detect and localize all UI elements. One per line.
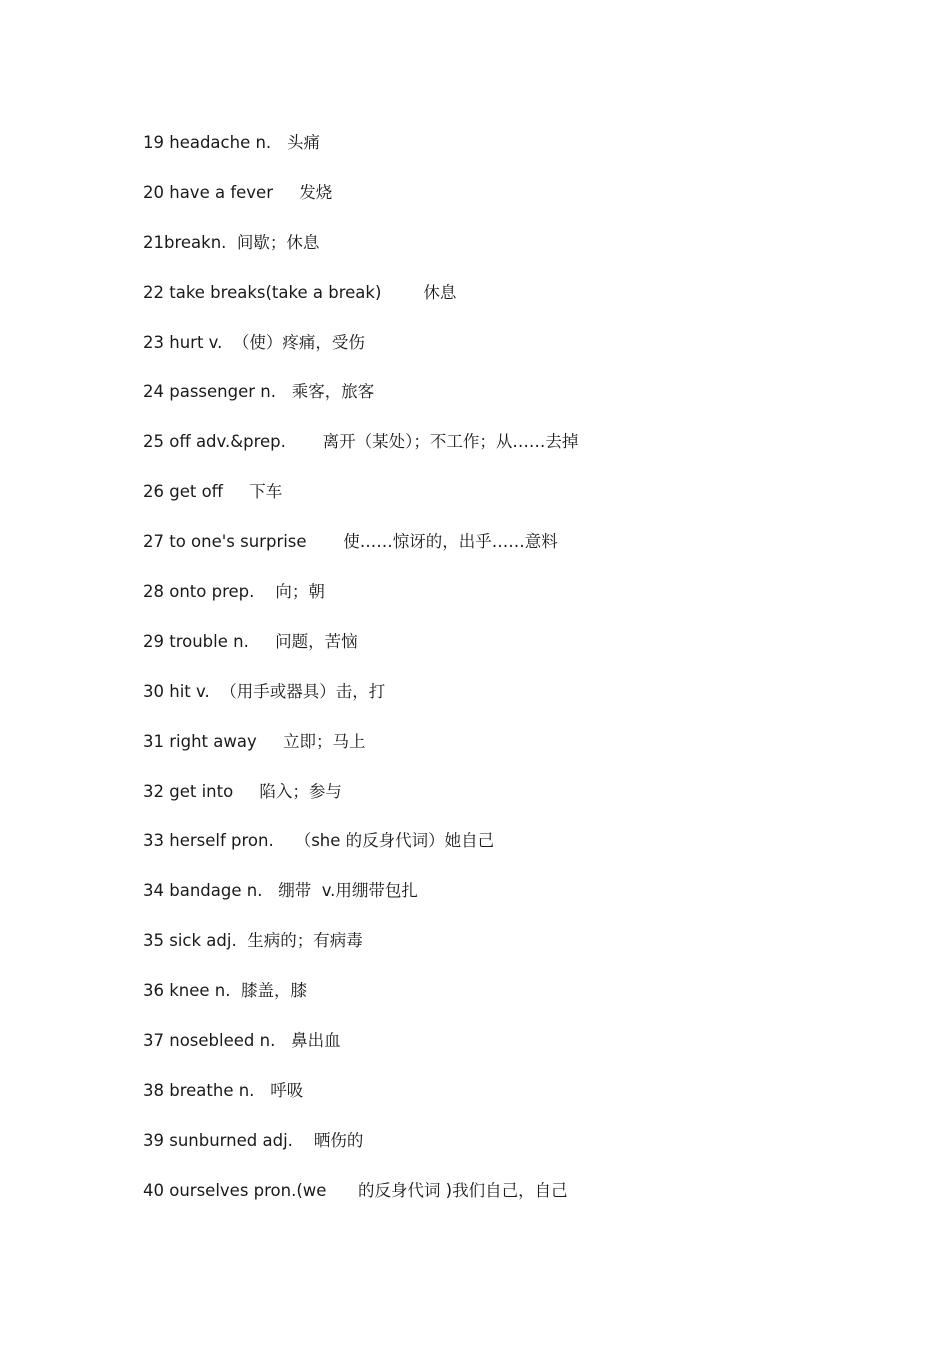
vocab-gap (262, 881, 278, 900)
vocab-meaning: 问题，苦恼 (275, 631, 358, 651)
vocab-meaning: （用手或器具）击，打 (220, 681, 386, 701)
vocab-entry (143, 529, 578, 579)
vocab-gap (275, 1031, 291, 1050)
vocab-gap (222, 333, 233, 352)
vocab-term: 31 right away (143, 731, 257, 751)
vocab-gap (326, 1181, 357, 1200)
vocab-meaning: 离开（某处）；不工作；从……去掉 (322, 432, 579, 452)
vocab-meaning: 立即；马上 (282, 731, 366, 751)
vocab-gap (293, 1131, 314, 1150)
vocab-gap (249, 632, 275, 651)
vocab-gap (257, 732, 283, 751)
vocab-term: 33 herself pron. (143, 831, 274, 851)
vocab-entry (143, 180, 578, 230)
vocab-meaning: 向；朝 (275, 582, 325, 602)
vocab-meaning: 发烧 (299, 182, 333, 202)
vocab-term: 21breakn. (143, 232, 227, 252)
vocab-term: 32 get into (143, 781, 234, 801)
vocab-gap (231, 981, 242, 1000)
vocab-gap (276, 382, 292, 401)
vocab-gap (233, 782, 259, 801)
vocab-term: 35 sick adj. (143, 931, 237, 951)
vocab-term: 34 bandage n. (143, 881, 263, 901)
vocab-gap (273, 183, 299, 202)
vocab-term: 37 nosebleed n. (143, 1031, 276, 1051)
vocab-meaning: 呼吸 (270, 1080, 304, 1100)
vocab-meaning: 晒伤的 (313, 1130, 364, 1150)
vocab-entry (143, 479, 578, 529)
vocab-entry (143, 1028, 578, 1078)
vocab-term: 26 get off (143, 482, 224, 502)
vocab-term: 27 to one's surprise (143, 532, 307, 552)
vocab-gap (271, 133, 287, 152)
vocab-term: 22 take breaks(take a break) (143, 282, 382, 302)
vocab-meaning: 乘客，旅客 (291, 382, 375, 402)
vocab-term: 28 onto prep. (143, 582, 255, 602)
vocab-term: 40 ourselves pron.(we (143, 1180, 327, 1200)
vocab-entry (143, 280, 578, 330)
vocab-entry (143, 230, 578, 280)
vocab-meaning: 生病的；有病毒 (247, 931, 363, 951)
vocab-entry (143, 629, 578, 679)
vocab-entry (143, 130, 578, 180)
vocab-meaning: 头痛 (286, 133, 320, 152)
vocab-meaning: 膝盖，膝 (241, 981, 308, 1001)
vocab-gap (210, 682, 221, 701)
vocab-meaning: 休息 (423, 282, 457, 302)
vocab-meaning: （she 的反身代词）她自己 (294, 831, 495, 851)
vocab-entry (143, 978, 578, 1028)
vocab-meaning: 间歇；休息 (236, 232, 320, 252)
vocab-entry (143, 878, 578, 928)
vocab-entry (143, 579, 578, 629)
vocab-term: 25 off adv.&prep. (143, 432, 286, 452)
vocab-gap (254, 1081, 270, 1100)
vocab-meaning: （使）疼痛，受伤 (232, 332, 365, 352)
vocab-term: 36 knee n. (143, 981, 231, 1001)
vocab-meaning: 使……惊讶的，出乎……意料 (343, 532, 558, 552)
vocab-term: 19 headache n. (143, 133, 272, 152)
vocab-entry (143, 729, 578, 779)
vocab-entry (143, 429, 578, 479)
vocab-gap (254, 582, 275, 601)
vocabulary-list (143, 130, 578, 1228)
vocab-entry (143, 330, 578, 380)
vocab-entry (143, 379, 578, 429)
vocab-term: 39 sunburned adj. (143, 1130, 293, 1150)
vocab-meaning: 陷入；参与 (259, 781, 342, 801)
vocab-gap (226, 233, 237, 252)
vocab-term: 23 hurt v. (143, 332, 223, 352)
vocab-term: 29 trouble n. (143, 631, 249, 651)
vocab-gap (307, 532, 344, 551)
vocab-entry (143, 679, 578, 729)
vocab-meaning: 绷带 v.用绷带包扎 (278, 881, 418, 901)
vocab-gap (381, 283, 423, 302)
vocab-term: 38 breathe n. (143, 1080, 255, 1100)
vocab-entry (143, 928, 578, 978)
vocab-entry (143, 779, 578, 829)
vocab-meaning: 的反身代词 )我们自己，自己 (357, 1180, 568, 1200)
vocab-term: 24 passenger n. (143, 382, 276, 402)
vocab-gap (223, 482, 249, 501)
vocab-entry (143, 1128, 578, 1178)
vocab-meaning: 鼻出血 (291, 1031, 341, 1051)
vocab-term: 30 hit v. (143, 681, 210, 701)
vocab-entry (143, 828, 578, 878)
vocab-entry (143, 1078, 578, 1128)
vocab-term: 20 have a fever (143, 182, 273, 202)
vocab-gap (286, 432, 323, 451)
vocab-gap (237, 931, 248, 950)
vocab-entry (143, 1178, 578, 1228)
vocab-meaning: 下车 (249, 482, 283, 502)
vocab-gap (274, 831, 295, 850)
